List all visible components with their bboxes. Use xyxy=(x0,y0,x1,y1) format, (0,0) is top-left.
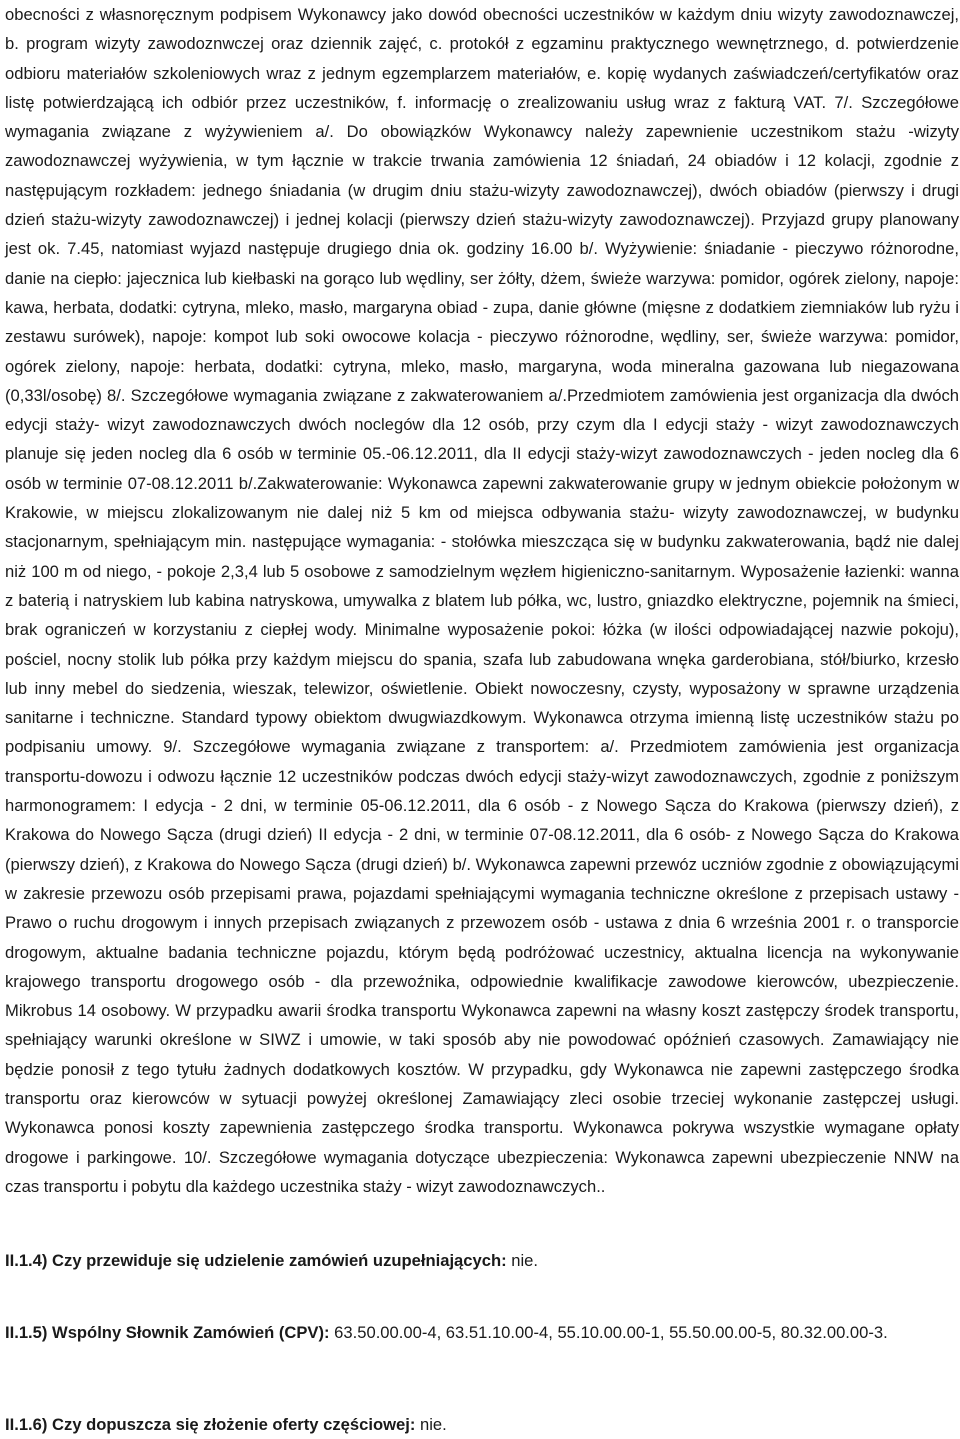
section-ii-1-4 xyxy=(5,1246,959,1275)
section-label: II.1.6) Czy dopuszcza się złożenie oferty częściowej: xyxy=(5,1415,416,1434)
section-value: nie. xyxy=(511,1251,539,1270)
section-ii-1-5 xyxy=(5,1318,959,1347)
section-value: nie. xyxy=(420,1415,447,1434)
section-ii-1-6 xyxy=(5,1410,959,1439)
section-value: 63.50.00.00-4, 63.51.10.00-4, 55.10.00.00-1, 55.50.00.00-5, 80.32.00.00-3. xyxy=(334,1323,888,1342)
section-label: II.1.4) Czy przewiduje się udzielenie zamówień uzupełniających: xyxy=(5,1251,507,1270)
section-label: II.1.5) Wspólny Słownik Zamówień (CPV): xyxy=(5,1323,330,1342)
body-paragraph: obecności z własnoręcznym podpisem Wykonawcy jako dowód obecności uczestników w każdym dniu wizyty zawodoznawczej, b. program wizyty zawodoznwczej oraz dziennik zajęć, c. protokół z egzaminu praktycznego wewnętrznego, d. potwierdzenie odbioru materiałów szkoleniowych wraz z jednym egzemplarzem materiałów, e. kopię wydanych zaświadczeń/certyfikatów oraz listę potwierdzającą ich odbiór przez uczestników, f. informację o zrealizowaniu usług wraz z fakturą VAT. 7/. Szczegółowe wymagania związane z wyżywieniem a/. Do obowiązków Wykonawcy należy zapewnienie uczestnikom stażu -wizyty zawodoznawczej wyżywienia, w tym łącznie w trakcie trwania zamówienia 12 śniadań, 24 obiadów i 12 kolacji, zgodnie z następującym rozkładem: jednego śniadania (w drugim dniu stażu-wizyty zawodoznawczej), dwóch obiadów (pierwszy i drugi dzień stażu-wizyty zawodoznawczej) i jednej kolacji (pierwszy dzień stażu-wizyty zawodoznawczej). Przyjazd grupy planowany jest ok. 7.45, natomiast wyjazd następuje drugiego dnia ok. godziny 16.00 b/. Wyżywienie: śniadanie - pieczywo różnorodne, danie na ciepło: jajecznica lub kiełbaski na gorąco lub wędliny, ser żółty, dżem, świeże warzywa: pomidor, ogórek zielony, napoje: kawa, herbata, dodatki: cytryna, mleko, masło, margaryna obiad - zupa, danie główne (mięsne z dodatkiem ziemniaków lub ryżu i zestawu surówek), napoje: kompot lub soki owocowe kolacja - pieczywo różnorodne, wędliny, ser, świeże warzywa: pomidor, ogórek zielony, napoje: herbata, dodatki: cytryna, mleko, masło, margaryna, woda mineralna gazowana lub niegazowana (0,33l/osobę) 8/. Szczegółowe wymagania związane z zakwaterowaniem a/.Przedmiotem zamówienia jest organizacja dla dwóch edycji staży- wizyt zawodoznawczych dwóch noclegów dla 12 osób, przy czym dla I edycji staży - wizyt zawodoznawczych planuje się jeden nocleg dla 6 osób w terminie 05.-06.12.2011, dla II edycji staży-wizyt zawodoznawczych - jeden nocleg dla 6 osób w terminie 07-08.12.2011 b/.Zakwaterowanie: Wykonawca zapewni zakwaterowanie grupy w jednym obiekcie położonym w Krakowie, w miejscu zlokalizowanym nie dalej niż 5 km od miejsca odbywania stażu- wizyty zawodoznawczej, w budynku stacjonarnym, spełniającym min. następujące wymagania: - stołówka mieszcząca się w budynku zakwaterowania, bądź nie dalej niż 100 m od niego, - pokoje 2,3,4 lub 5 osobowe z samodzielnym węzłem higieniczno-sanitarnym. Wyposażenie łazienki: wanna z baterią i natryskiem lub kabina natryskowa, umywalka z blatem lub półka, wc, lustro, gniazdko elektryczne, pojemnik na śmieci, brak ograniczeń w korzystaniu z ciepłej wody. Minimalne wyposażenie pokoi: łóżka (w ilości odpowiadającej nazwie pokoju), pościel, nocny stolik lub półka przy każdym miejscu do spania, szafa lub zabudowana wnęka garderobiana, stół/biurko, krzesło lub inny mebel do siedzenia, wieszak, telewizor, oświetlenie. Obiekt nowoczesny, czysty, wyposażony w sprawne urządzenia sanitarne i techniczne. Standard typowy obiektom dwugwiazdkowym. Wykonawca otrzyma imienną listę uczestników stażu po podpisaniu umowy. 9/. Szczegółowe wymagania związane z transportem: a/. Przedmiotem zamówienia jest organizacja transportu-dowozu i odwozu łącznie 12 uczestników podczas dwóch edycji staży-wizyt zawodoznawczych, zgodnie z poniższym harmonogramem: I edycja - 2 dni, w terminie 05-06.12.2011, dla 6 osób - z Nowego Sącza do Krakowa (pierwszy dzień), z Krakowa do Nowego Sącza (drugi dzień) II edycja - 2 dni, w terminie 07-08.12.2011, dla 6 osób- z Nowego Sącza do Krakowa (pierwszy dzień), z Krakowa do Nowego Sącza (drugi dzień) b/. Wykonawca zapewni przewóz uczniów zgodnie z obowiązującymi w zakresie przewozu osób przepisami prawa, pojazdami spełniającymi wymagania techniczne określone z przepisach ustawy - Prawo o ruchu drogowym i innych przepisach związanych z przewozem osób - ustawa z dnia 6 września 2001 r. o transporcie drogowym, aktualne badania techniczne pojazdu, którym będą podróżować uczestnicy, aktualna licencja na wykonywanie krajowego transportu drogowego osób - dla przewoźnika, odpowiednie kwalifikacje zawodowe kierowców, ubezpieczenie. Mikrobus 14 osobowy. W przypadku awarii środka transportu Wykonawca zapewni na własny koszt zastępczy środek transportu, spełniający warunki określone w SIWZ i umowie, w taki sposób aby nie powodować opóźnień czasowych. Zamawiający nie będzie ponosił z tego tytułu żadnych dodatkowych kosztów. W przypadku, gdy Wykonawca nie zapewni zastępczego środka transportu oraz kierowców w sytuacji powyżej określonej Zamawiający zleci osobie trzeciej wykonanie zastępczej usługi. Wykonawca ponosi koszty zapewnienia zastępczego środka transportu. Wykonawca pokrywa wszystkie wymagane opłaty drogowe i parkingowe. 10/. Szczegółowe wymagania dotyczące ubezpieczenia: Wykonawca zapewni ubezpieczenie NNW na czas transportu i pobytu dla każdego uczestnika staży - wizyt zawodoznawczych.. xyxy=(5,5,959,1196)
document-page xyxy=(5,0,959,1434)
